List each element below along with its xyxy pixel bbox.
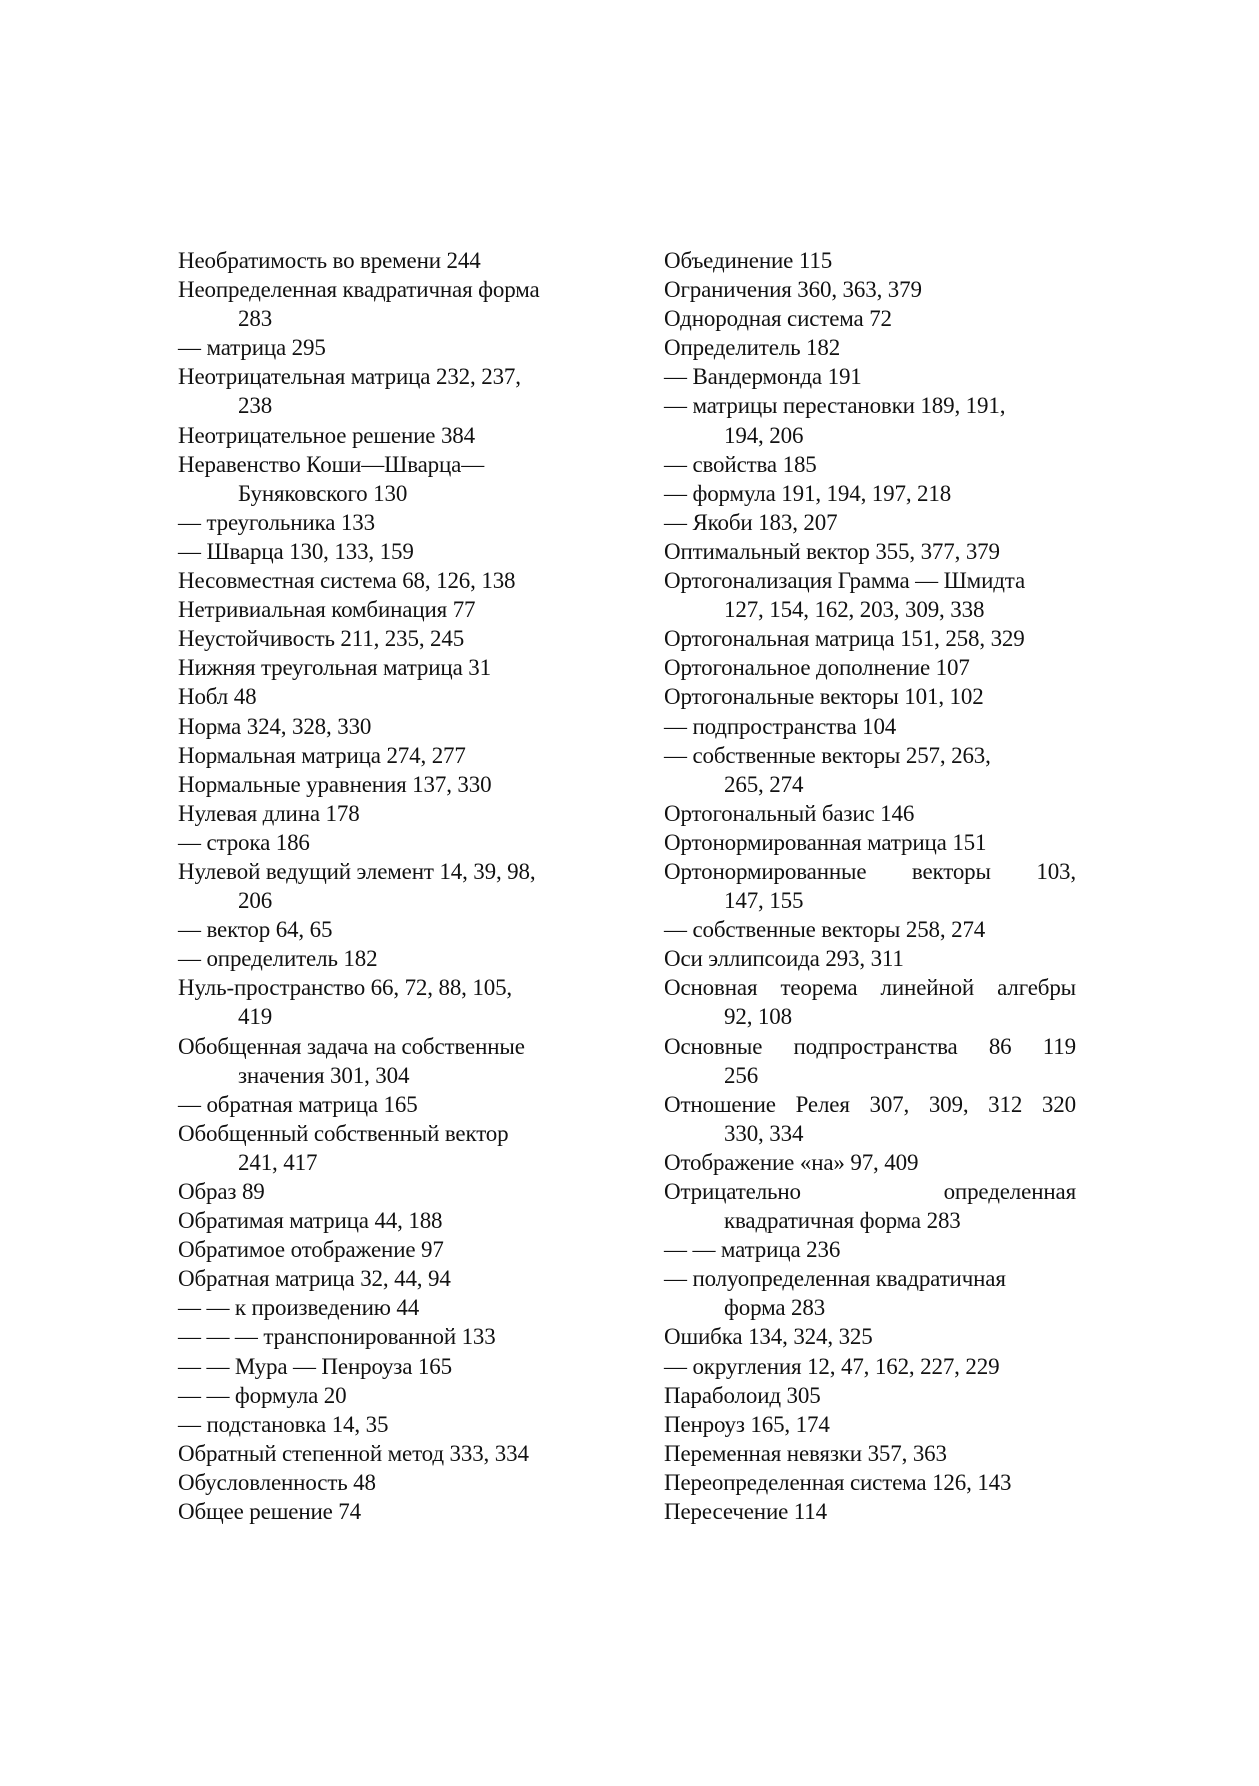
index-entry: Определитель 182 — [664, 335, 841, 361]
index-entry: Обратимая матрица 44, 188 — [178, 1208, 443, 1234]
index-entry: — полуопределенная квадратичная — [664, 1266, 1006, 1292]
index-entry: Общее решение 74 — [178, 1499, 361, 1525]
index-entry: 283 — [238, 306, 273, 332]
index-column-left — [178, 246, 583, 1526]
index-entry: — — Мура — Пенроуза 165 — [178, 1353, 452, 1379]
index-entry: Ортогональное дополнение 107 — [664, 655, 970, 681]
index-entry: Оптимальный вектор 355, 377, 379 — [664, 538, 1000, 564]
index-entry: Обобщенная задача на собственные — [178, 1033, 525, 1059]
index-entry: — подстановка 14, 35 — [178, 1411, 389, 1437]
index-entry: Нормальные уравнения 137, 330 — [178, 771, 492, 797]
index-entry: — округления 12, 47, 162, 227, 229 — [664, 1353, 1000, 1379]
index-entry: — — формула 20 — [178, 1382, 347, 1408]
index-entry: — — матрица 236 — [664, 1237, 841, 1263]
index-entry: Норма 324, 328, 330 — [178, 713, 372, 739]
index-entry: 419 — [238, 1004, 273, 1030]
index-entry: Ортогональные векторы 101, 102 — [664, 684, 984, 710]
index-entry: Пенроуз 165, 174 — [664, 1411, 830, 1437]
index-entry: — — к произведению 44 — [178, 1295, 420, 1321]
index-entry: 206 — [238, 888, 273, 914]
index-entry: Неотрицательная матрица 232, 237, — [178, 364, 521, 390]
index-entry: 330, 334 — [724, 1120, 804, 1146]
index-entry: Обратная матрица 32, 44, 94 — [178, 1266, 451, 1292]
index-entry: Неустойчивость 211, 235, 245 — [178, 626, 465, 652]
index-entry: — определитель 182 — [178, 946, 378, 972]
index-entry: Нулевой ведущий элемент 14, 39, 98, — [178, 858, 536, 884]
index-entry: Нетривиальная комбинация 77 — [178, 597, 476, 623]
index-entry: Обратный степенной метод 333, 334 — [178, 1440, 529, 1466]
index-entry: Нобл 48 — [178, 684, 257, 710]
index-entry: значения 301, 304 — [238, 1062, 410, 1088]
index-entry: — обратная матрица 165 — [178, 1091, 418, 1117]
index-entry: Оси эллипсоида 293, 311 — [664, 946, 904, 972]
index-entry: Обратимое отображение 97 — [178, 1237, 444, 1263]
index-entry: Ортогональная матрица 151, 258, 329 — [664, 626, 1025, 652]
index-entry: Нуль-пространство 66, 72, 88, 105, — [178, 975, 513, 1001]
index-entry: Ортогонализация Грамма — Шмидта — [664, 568, 1026, 594]
index-entry: Обобщенный собственный вектор — [178, 1120, 509, 1146]
index-entry: Неотрицательное решение 384 — [178, 422, 476, 448]
index-entry: форма 283 — [724, 1295, 826, 1321]
index-entry: — треугольника 133 — [178, 509, 375, 535]
index-entry: Нулевая длина 178 — [178, 800, 360, 826]
index-entry: 238 — [238, 393, 273, 419]
index-entry: Отношение Релея 307, 309, 312 320 — [664, 1091, 1076, 1117]
index-entry: Отображение «на» 97, 409 — [664, 1149, 919, 1175]
index-entry: Основные подпространства 86 119 — [664, 1033, 1076, 1059]
index-entry: Обусловленность 48 — [178, 1469, 376, 1495]
index-entry: — Вандермонда 191 — [664, 364, 862, 390]
index-entry: — строка 186 — [178, 829, 310, 855]
index-entry: Пересечение 114 — [664, 1499, 827, 1525]
index-entry: квадратичная форма 283 — [724, 1208, 961, 1234]
index-entry: Неопределенная квадратичная форма — [178, 277, 540, 303]
index-entry: Отрицательно определенная — [664, 1179, 1076, 1204]
index-entry: 127, 154, 162, 203, 309, 338 — [724, 597, 985, 623]
index-entry: — матрицы перестановки 189, 191, — [664, 393, 1006, 419]
index-entry: 265, 274 — [724, 771, 804, 797]
index-entry: Образ 89 — [178, 1179, 265, 1204]
index-entry: Ортонормированная матрица 151 — [664, 829, 987, 855]
index-entry: Объединение 115 — [664, 248, 833, 273]
index-entry: 256 — [724, 1062, 759, 1088]
index-entry: Основная теорема линейной алгебры — [664, 975, 1076, 1001]
index-entry: Переопределенная система 126, 143 — [664, 1469, 1012, 1495]
index-entry: Несовместная система 68, 126, 138 — [178, 568, 516, 594]
index-entry: Необратимость во времени 244 — [178, 248, 481, 273]
index-entry: — Якоби 183, 207 — [664, 509, 838, 535]
index-entry: — собственные векторы 257, 263, — [664, 742, 991, 768]
index-entry: — вектор 64, 65 — [178, 917, 333, 943]
index-entry: — — — транспонированной 133 — [178, 1324, 496, 1350]
index-entry: Переменная невязки 357, 363 — [664, 1440, 947, 1466]
index-entry: Нижняя треугольная матрица 31 — [178, 655, 491, 681]
index-entry: Буняковского 130 — [238, 480, 408, 506]
index-entry: — Шварца 130, 133, 159 — [178, 538, 414, 564]
index-entry: Параболоид 305 — [664, 1382, 821, 1408]
index-column-right — [664, 246, 1076, 1526]
index-entry: Ортонормированные векторы 103, — [664, 858, 1076, 884]
index-entry: — подпространства 104 — [664, 713, 897, 739]
index-entry: Ортогональный базис 146 — [664, 800, 915, 826]
index-entry: 92, 108 — [724, 1004, 792, 1030]
index-entry: 241, 417 — [238, 1149, 318, 1175]
index-entry: 194, 206 — [724, 422, 804, 448]
index-entry: Нормальная матрица 274, 277 — [178, 742, 466, 768]
index-entry: Однородная система 72 — [664, 306, 892, 332]
index-entry: — формула 191, 194, 197, 218 — [664, 480, 952, 506]
index-entry: 147, 155 — [724, 888, 804, 914]
index-entry: Неравенство Коши—Шварца— — [178, 451, 485, 477]
index-entry: Ограничения 360, 363, 379 — [664, 277, 922, 303]
index-entry: — свойства 185 — [664, 451, 817, 477]
index-entry: — собственные векторы 258, 274 — [664, 917, 986, 943]
index-entry: — матрица 295 — [178, 335, 326, 361]
index-entry: Ошибка 134, 324, 325 — [664, 1324, 873, 1350]
